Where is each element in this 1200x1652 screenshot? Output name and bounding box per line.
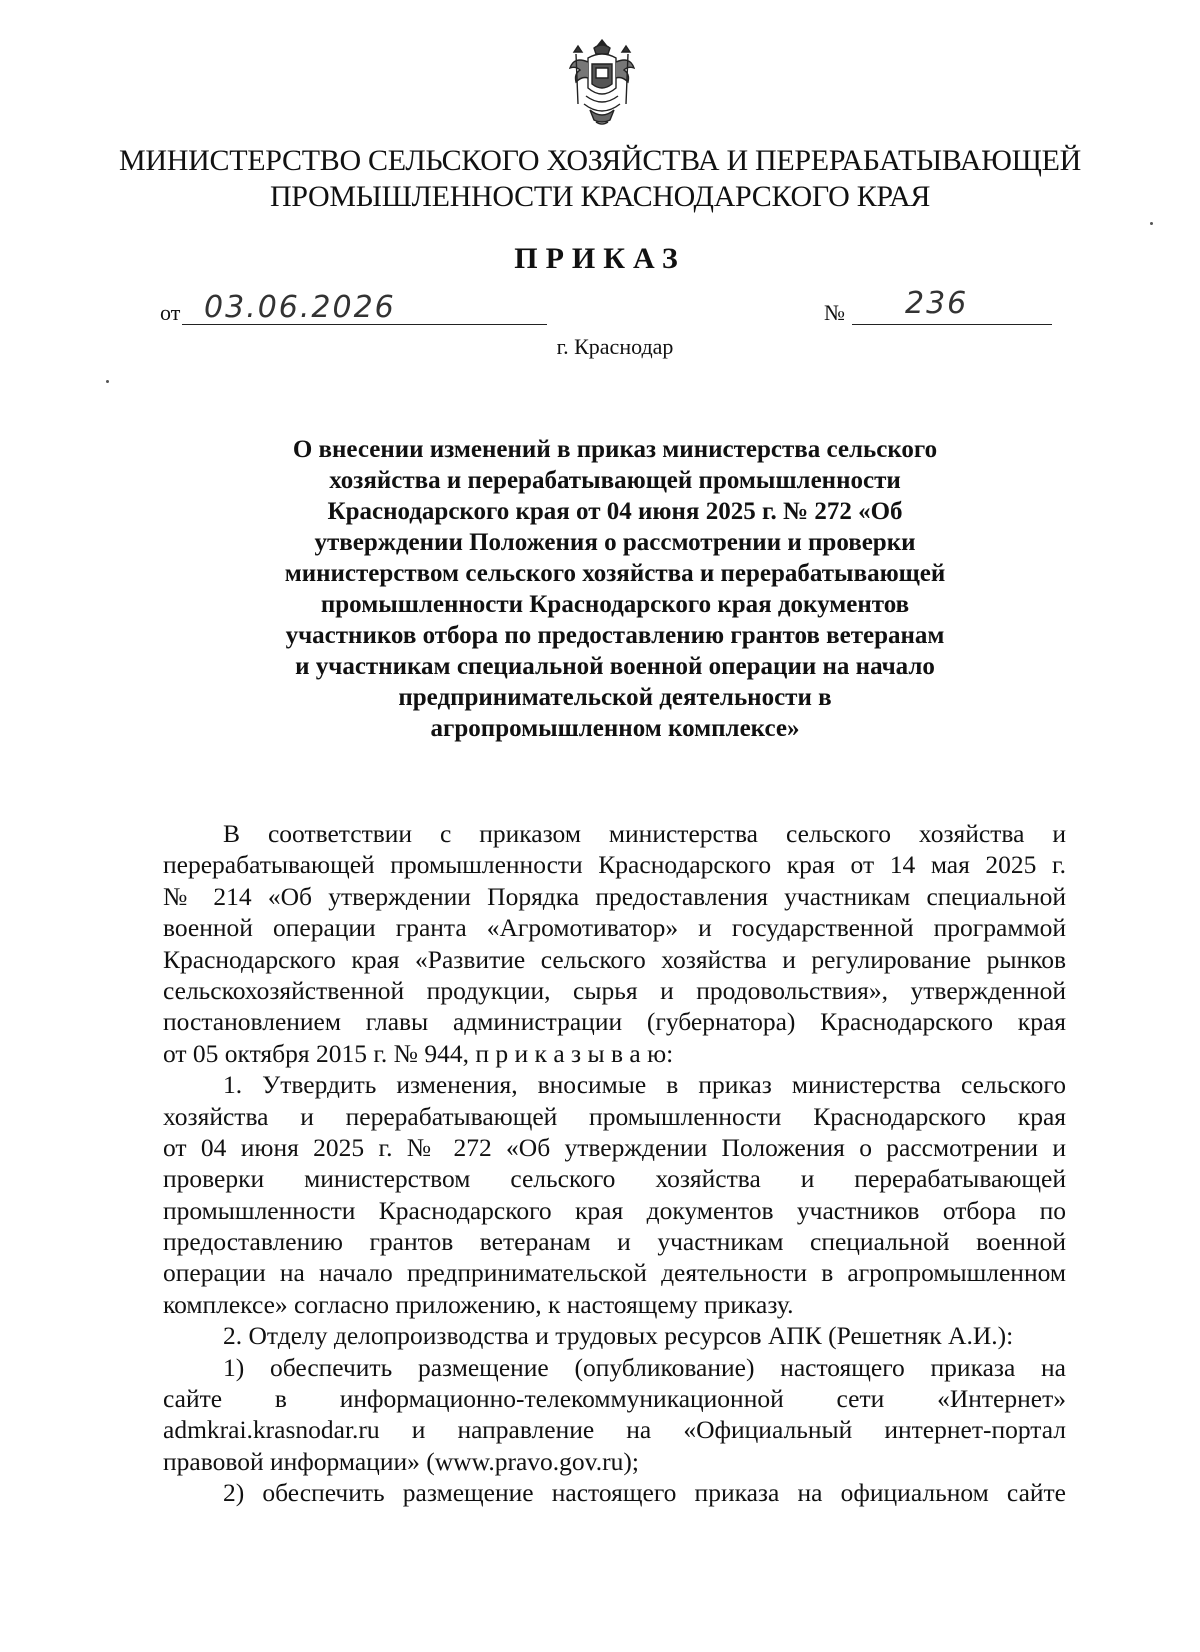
body-line: от 04 июня 2025 г. № 272 «Об утверждении Положения о рассмотрении и [163, 1132, 1066, 1162]
date-number-row [160, 286, 1060, 330]
ministry-name [100, 143, 1100, 215]
document-title [230, 434, 1000, 744]
title-line: промышленности Краснодарского края документов [320, 591, 910, 618]
body-line: № 214 «Об утверждении Порядка предоставления участникам специальной [163, 881, 1066, 911]
body-line: сельскохозяйственной продукции, сырья и продовольствия», утвержденной [163, 975, 1066, 1005]
title-line: и участникам специальной военной операции на начало [295, 653, 935, 680]
title-line: министерством сельского хозяйства и перерабатывающей [284, 560, 946, 587]
body-line: комплексе» согласно приложению, к настоящему приказу. [163, 1289, 794, 1319]
city: г. Краснодар [556, 334, 674, 359]
title-line: участников отбора по предоставлению грантов ветеранам [285, 622, 945, 649]
scan-speck [1150, 222, 1153, 225]
body-line: промышленности Краснодарского края документов участников отбора по [163, 1195, 1066, 1225]
title-line: О внесении изменений в приказ министерства сельского [292, 436, 938, 463]
number-underline [852, 324, 1052, 325]
body-line: хозяйства и перерабатывающей промышленности Краснодарского края [163, 1101, 1066, 1131]
body-line: 1. Утвердить изменения, вносимые в приказ министерства сельского [223, 1070, 1066, 1100]
body-line: Краснодарского края «Развитие сельского хозяйства и регулирование рынков [163, 944, 1066, 974]
date-handwritten: 03.06.2026 [204, 290, 396, 325]
body-line: постановлением главы администрации (губернатора) Краснодарского края [163, 1007, 1066, 1037]
title-line: агропромышленном комплексе» [430, 715, 800, 742]
body-line: от 05 октября 2015 г. № 944, п р и к а з ы в а ю: [163, 1038, 674, 1068]
title-line: предпринимательской деятельности в [398, 684, 832, 711]
body-line: предоставлению грантов ветеранам и участникам специальной военной [163, 1227, 1066, 1257]
body-line: В соответствии с приказом министерства сельского хозяйства и [223, 819, 1066, 848]
ministry-name-line2: ПРОМЫШЛЕННОСТИ КРАСНОДАРСКОГО КРАЯ [269, 180, 931, 213]
title-line: хозяйства и перерабатывающей промышленности [329, 467, 901, 494]
body-line: военной операции гранта «Агромотиватор» и государственной программой [163, 913, 1066, 943]
body-line: 2) обеспечить размещение настоящего приказа на официальном сайте [223, 1478, 1066, 1508]
title-line: утверждении Положения о рассмотрении и проверки [314, 529, 916, 556]
scan-speck [106, 380, 109, 383]
coat-of-arms-emblem [566, 34, 638, 134]
date-prefix: от [160, 300, 181, 325]
body-line: операции на начало предпринимательской деятельности в агропромышленном [163, 1258, 1066, 1288]
number-handwritten: 236 [905, 286, 969, 321]
body-text [163, 818, 1066, 1509]
number-prefix: № [824, 300, 845, 325]
title-line: Краснодарского края от 04 июня 2025 г. № 272 «Об [327, 498, 903, 525]
body-line: проверки министерством сельского хозяйства и перерабатывающей [163, 1164, 1066, 1194]
ministry-name-line1: МИНИСТЕРСТВО СЕЛЬСКОГО ХОЗЯЙСТВА И ПЕРЕРАБАТЫВАЮЩЕЙ [119, 144, 1081, 177]
body-line: admkrai.krasnodar.ru и направление на «Официальный интернет-портал [163, 1415, 1066, 1445]
document-type: ПРИКАЗ [514, 242, 686, 275]
body-line: 2. Отделу делопроизводства и трудовых ресурсов АПК (Решетняк А.И.): [223, 1321, 1014, 1351]
body-line: 1) обеспечить размещение (опубликование) настоящего приказа на [223, 1352, 1066, 1382]
body-line: перерабатывающей промышленности Краснодарского края от 14 мая 2025 г. [163, 850, 1066, 880]
body-line: правовой информации» (www.pravo.gov.ru); [163, 1446, 639, 1476]
body-line: сайте в информационно-телекоммуникационной сети «Интернет» [163, 1384, 1066, 1414]
